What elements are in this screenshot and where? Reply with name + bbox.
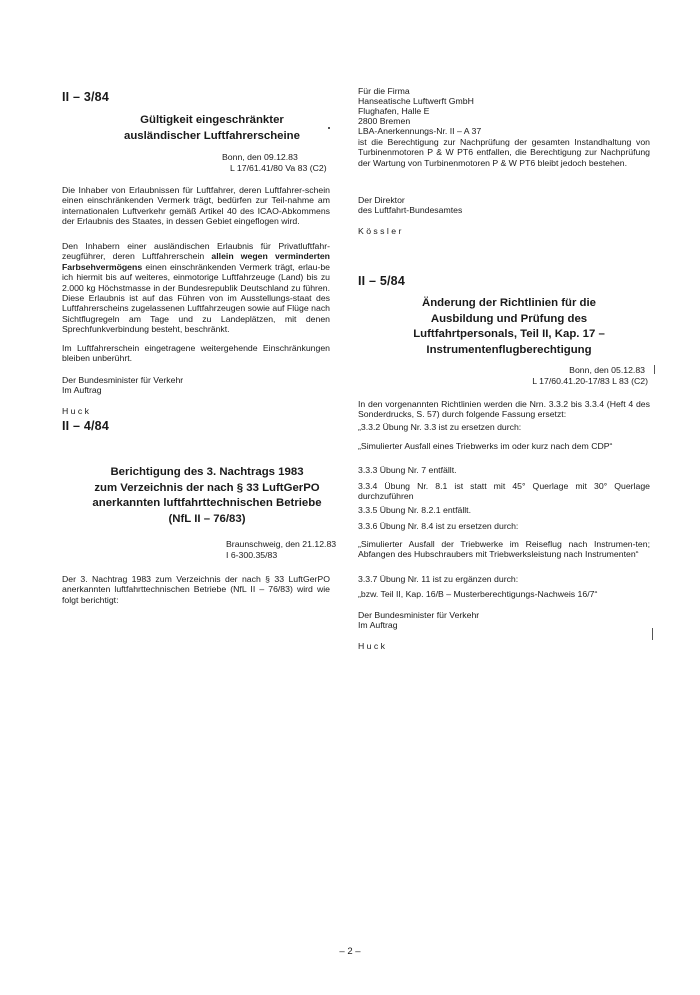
list-item: 3.3.3 Übung Nr. 7 entfällt. bbox=[358, 465, 457, 475]
list-item: „bzw. Teil II, Kap. 16/B – Musterberechtigungs-Nachweis 16/7“ bbox=[358, 589, 598, 599]
reference: L 17/60.41.20-17/83 L 83 (C2) bbox=[532, 376, 648, 386]
list-item: 3.3.6 Übung Nr. 8.4 ist zu ersetzen durch: bbox=[358, 521, 519, 531]
list-item: „Simulierter Ausfall der Triebwerke im Reiseflug nach Instrumen-ten; Abfangen des Hubschraubers mit Triebwerksleistung nach Instrumenten“ bbox=[358, 539, 650, 560]
paragraph: ist die Berechtigung zur Nachprüfung der gesamten Instandhaltung von Turbinenmotoren P & W PT6 entfallen, die Berechtigung zur Nachprüfung der Wartung von Turbinenmotoren P & W PT6 bleibt jedoch bestehen. bbox=[358, 137, 650, 168]
list-item: 3.3.4 Übung Nr. 8.1 ist statt mit 45° Querlage mit 30° Querlage durchzuführen bbox=[358, 481, 650, 502]
signature-name: Huck bbox=[62, 406, 92, 416]
signature-line: Der Direktor bbox=[358, 195, 405, 205]
title-line: (NfL II – 76/83) bbox=[168, 512, 246, 525]
firm-line: Hanseatische Luftwerft GmbH bbox=[358, 96, 474, 106]
section-number: II – 4/84 bbox=[62, 419, 109, 433]
paragraph: Die Inhaber von Erlaubnissen für Luftfahrer, deren Luftfahrer-schein einen einschränkenden Vermerk trägt, bedürfen zur Teil-nahme am internationalen Luftverkehr gemäß Artikel 40 des ICAO-Abkommens der Erlaubnis des Staates, in dessen Gebiet eingeflogen wird. bbox=[62, 185, 330, 227]
firm-line: LBA-Anerkennungs-Nr. II – A 37 bbox=[358, 126, 482, 136]
paragraph: Der 3. Nachtrag 1983 zum Verzeichnis der nach § 33 LuftGerPO anerkannten luftfahrttechnischen Betriebe (NfL II – 76/83) wird wie folgt berichtigt: bbox=[62, 574, 330, 605]
title-line: anerkannten luftfahrttechnischen Betriebe bbox=[92, 497, 322, 509]
signature-line: Der Bundesminister für Verkehr bbox=[358, 610, 480, 620]
place-date: Bonn, den 09.12.83 bbox=[222, 152, 298, 162]
signature-name: Huck bbox=[358, 641, 388, 651]
scan-mark bbox=[652, 628, 653, 640]
bold-text: allein wegen verminderten Farbsehvermögens bbox=[62, 251, 330, 272]
section-title bbox=[363, 296, 655, 358]
firm-line: Für die Firma bbox=[358, 86, 410, 96]
section-title bbox=[62, 113, 362, 144]
place-date: Bonn, den 05.12.83 bbox=[569, 365, 645, 375]
firm-line: 2800 Bremen bbox=[358, 116, 411, 126]
list-item: „Simulierter Ausfall eines Triebwerks im oder kurz nach dem CDP“ bbox=[358, 441, 613, 451]
scan-mark bbox=[654, 365, 655, 374]
section-title bbox=[62, 465, 352, 527]
signature-line: Im Auftrag bbox=[358, 620, 398, 630]
text-run: Den Inhabern einer ausländischen Erlaubnis für Privatluftfahr-zeugführer, deren Luftfahrerschein bbox=[62, 241, 330, 262]
text-run: einen einschränkenden Vermerk trägt, erlau-be ich hiermit bis auf weiteres, einmotorige Luftfahrzeuge (Land) bis zu 2.000 kg Höchstmasse in der Bundesrepublik Deutschland zu führen. Diese Erlaubnis ist auf das Führen von im Ausstellungs-staat des Luftfahrerscheins zugelassenen Luftfahrzeugen sowie auf Flüge nach Sichtflugregeln am Tage und zu Landeplätzen, mit denen Sprechfunkverbindung besteht, beschränkt. bbox=[62, 261, 330, 335]
list-item: 3.3.7 Übung Nr. 11 ist zu ergänzen durch: bbox=[358, 574, 519, 584]
title-line: Instrumentenflugberechtigung bbox=[426, 343, 592, 356]
paragraph: In den vorgenannten Richtlinien werden die Nrn. 3.3.2 bis 3.3.4 (Heft 4 des Sonderdrucks, S. 57) durch folgende Fassung ersetzt: bbox=[358, 399, 650, 420]
title-line: Berichtigung des 3. Nachtrags 1983 bbox=[110, 466, 304, 478]
signature-name: Kössler bbox=[358, 226, 404, 236]
title-line: Gültigkeit eingeschränkter bbox=[140, 114, 284, 126]
firm-line: Flughafen, Halle E bbox=[358, 106, 430, 116]
scan-mark bbox=[328, 127, 330, 129]
place-date: Braunschweig, den 21.12.83 bbox=[226, 539, 337, 549]
list-item: „3.3.2 Übung Nr. 3.3 ist zu ersetzen durch: bbox=[358, 422, 522, 432]
list-item: 3.3.5 Übung Nr. 8.2.1 entfällt. bbox=[358, 505, 472, 515]
signature-line: Der Bundesminister für Verkehr bbox=[62, 375, 184, 385]
title-line: Ausbildung und Prüfung des bbox=[430, 312, 588, 325]
reference: L 17/61.41/80 Va 83 (C2) bbox=[230, 163, 327, 173]
page-number: – 2 – bbox=[339, 945, 361, 957]
section-number: II – 3/84 bbox=[62, 90, 109, 104]
paragraph bbox=[62, 241, 330, 335]
section-number: II – 5/84 bbox=[358, 274, 405, 288]
reference: I 6-300.35/83 bbox=[226, 550, 278, 560]
paragraph: Im Luftfahrerschein eingetragene weitergehende Einschränkungen bleiben unberührt. bbox=[62, 343, 330, 364]
title-line: ausländischer Luftfahrerscheine bbox=[124, 129, 300, 142]
title-line: Änderung der Richtlinien für die bbox=[421, 297, 597, 309]
signature-line: des Luftfahrt-Bundesamtes bbox=[358, 205, 463, 215]
title-line: zum Verzeichnis der nach § 33 LuftGerPO bbox=[94, 481, 320, 494]
signature-line: Im Auftrag bbox=[62, 385, 102, 395]
title-line: Luftfahrtpersonals, Teil II, Kap. 17 – bbox=[413, 328, 605, 340]
